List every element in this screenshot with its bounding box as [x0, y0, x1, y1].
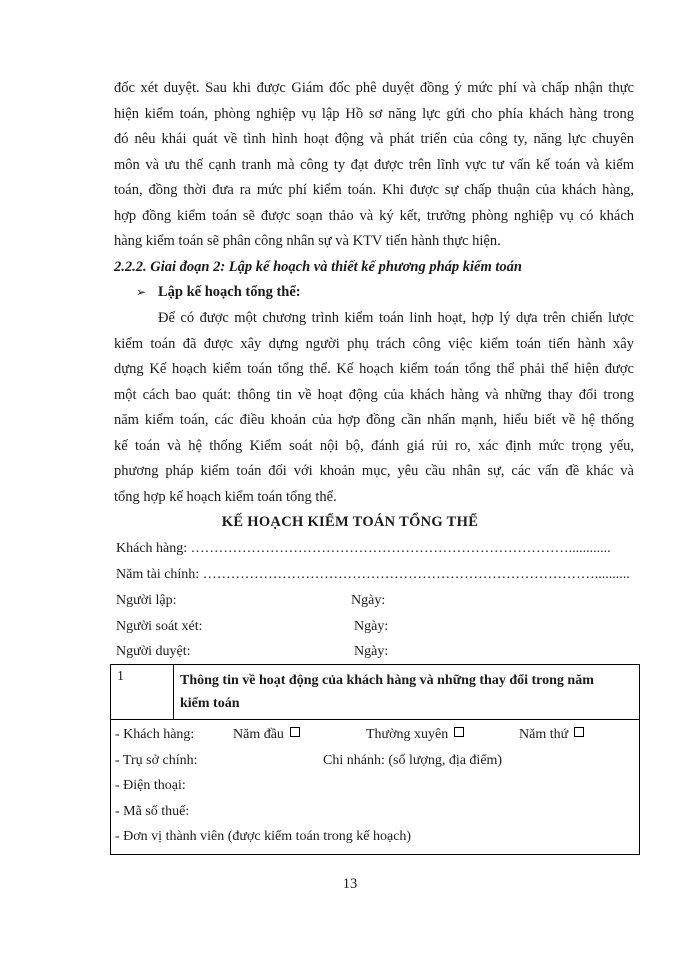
text-line: hiện kiểm toán, phòng nghiệp vụ lập Hồ sơ năng lực gửi cho phía khách hàng trong: [114, 105, 634, 122]
form-title: KẾ HOẠCH KIỂM TOÁN TỔNG THỂ: [221, 514, 479, 530]
year-number-option: [519, 722, 584, 748]
bullet-heading-text: Lập kế hoạch tổng thể:: [158, 284, 301, 300]
approver-date-label: Ngày:: [354, 644, 389, 659]
branch-label: Chi nhánh: (số lượng, địa điểm): [323, 752, 503, 768]
text-line: kiểm toán đã được xây dựng người phụ trách công việc kiểm toán tiến hành xây: [114, 335, 634, 352]
year-number-checkbox[interactable]: [574, 727, 584, 737]
text-line: Để có được một chương trình kiểm toán linh hoạt, hợp lý dựa trên chiến lược: [158, 310, 634, 326]
preparer-date-label: Ngày:: [351, 593, 386, 608]
reviewer-date-label: Ngày:: [354, 619, 389, 634]
head-office-label: - Trụ sở chính:: [115, 752, 198, 768]
plan-paragraph: [114, 306, 634, 510]
office-row: [115, 748, 635, 774]
client-type-row: [115, 722, 635, 748]
client-field: [116, 541, 611, 557]
approver-label: Người duyệt:: [116, 644, 191, 659]
member-units-row: [115, 824, 635, 850]
section-number: 1: [111, 665, 174, 720]
text-line: môn và ưu thế cạnh tranh mà công ty đạt được trên lĩnh vực tư vấn kế toán và kiểm: [114, 156, 634, 173]
table-body-cell: [111, 720, 640, 855]
regular-checkbox[interactable]: [454, 727, 464, 737]
tax-code-label: - Mã số thuế:: [115, 803, 190, 819]
first-year-label: Năm đầu: [233, 727, 284, 742]
member-units-label: - Đơn vị thành viên (được kiểm toán trong kế hoạch): [115, 829, 412, 844]
client-label: Khách hàng:: [116, 541, 188, 556]
plan-table: [110, 664, 640, 855]
text-line: kế toán và hệ thống Kiểm soát nội bộ, đánh giá rủi ro, xác định mức trọng yếu,: [114, 437, 634, 454]
client-dots: ………………………………………………………………………............: [190, 541, 611, 556]
regular-option: [366, 722, 464, 748]
regular-label: Thường xuyên: [366, 727, 449, 742]
fiscal-year-field: [116, 567, 630, 583]
section-title-line: kiểm toán: [180, 696, 240, 711]
phone-label: - Điện thoại:: [115, 778, 186, 793]
text-line: một cách bao quát: thông tin về hoạt động của khách hàng và những thay đổi trong: [114, 386, 634, 403]
section-title-line: Thông tin về hoạt động của khách hàng và những thay đổi trong năm: [180, 673, 594, 688]
first-year-checkbox[interactable]: [290, 727, 300, 737]
tax-code-row: [115, 799, 635, 825]
intro-paragraph: [114, 76, 634, 255]
year-number-label: Năm thứ: [519, 727, 569, 742]
table-header-row: [111, 665, 640, 720]
text-line: dựng Kế hoạch kiểm toán tổng thể. Kế hoạch kiểm toán tổng thể phải thể hiện được: [114, 361, 634, 377]
text-line: hợp đồng kiểm toán sẽ được soạn thảo và ký kết, trưởng phòng nghiệp vụ có khách: [114, 207, 634, 224]
text-line: phương pháp kiểm toán đối với khoản mục, yêu cầu nhân sự, các vấn đề khác và: [114, 463, 634, 479]
phone-row: [115, 773, 635, 799]
fiscal-year-dots: …………………………………………………………………………..........: [202, 567, 630, 582]
table-body-row: [111, 720, 640, 855]
preparer-label: Người lập:: [116, 593, 177, 608]
text-line: năm kiểm toán, các điều khoản của hợp đồng cần nhấn mạnh, hiểu biết về hệ thống: [114, 412, 634, 428]
text-line: đó nêu khái quát về tình hình hoạt động và phát triển của công ty, năng lực chuyên: [114, 131, 634, 147]
page-number: 13: [342, 876, 358, 892]
section-title: [174, 665, 640, 720]
text-line: toán, đồng thời đưa ra mức phí kiểm toán. Khi được sự chấp thuận của khách hàng,: [114, 182, 634, 198]
bullet-heading: [136, 284, 301, 301]
reviewer-label: Người soát xét:: [116, 619, 203, 634]
text-line: tổng hợp kế hoạch kiểm toán tổng thể.: [114, 488, 337, 505]
fiscal-year-label: Năm tài chính:: [116, 567, 200, 582]
client-type-label: - Khách hàng:: [115, 727, 195, 742]
first-year-option: [233, 722, 300, 748]
section-heading: 2.2.2. Giai đoạn 2: Lập kế hoạch và thiết kế phương pháp kiểm toán: [114, 259, 522, 275]
arrow-bullet-icon: ➢: [136, 285, 147, 299]
text-line: đốc xét duyệt. Sau khi được Giám đốc phê duyệt đồng ý mức phí và chấp nhận thực: [114, 80, 634, 96]
text-line: hàng kiểm toán sẽ phân công nhân sự và KTV tiến hành thực hiện.: [114, 233, 501, 249]
